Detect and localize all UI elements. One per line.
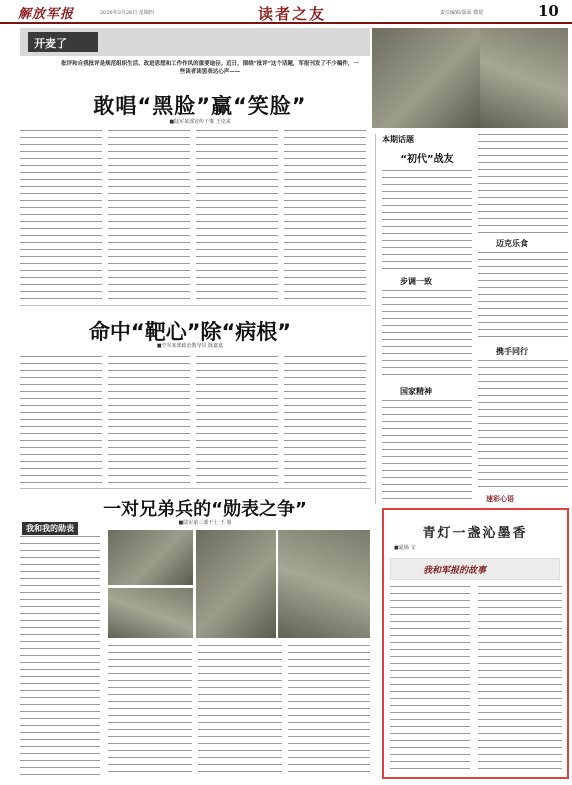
article-3-body-col-2 bbox=[108, 645, 192, 777]
subhead-1: 步调一致 bbox=[400, 276, 432, 286]
topic-header: 本期话题 bbox=[382, 134, 414, 144]
feature-body-col-2 bbox=[478, 586, 562, 774]
right-col-body-1 bbox=[478, 134, 568, 234]
article-1-body-col-4 bbox=[284, 130, 366, 300]
subhead-5: 速彩心语 bbox=[486, 495, 514, 503]
article-1-body-col-1 bbox=[20, 130, 102, 300]
subhead-4: 携手同行 bbox=[496, 346, 528, 356]
photo-brothers-3 bbox=[196, 530, 276, 638]
editor-credit: 责任编辑/版面 敬贤 bbox=[440, 10, 484, 16]
topic-body bbox=[382, 170, 472, 270]
column-divider bbox=[375, 134, 376, 504]
right-col-body-2 bbox=[478, 252, 568, 342]
article-1-byline: ■陆军某部宣传干事 王克来 bbox=[169, 119, 231, 125]
left-column-tag: 我和我的勋表 bbox=[22, 522, 78, 535]
issue-date: 2026年3月26日 星期四 bbox=[100, 10, 154, 16]
subhead-3: 迈克乐食 bbox=[496, 238, 528, 248]
article-1-body-col-2 bbox=[108, 130, 190, 300]
photo-soldiers-2 bbox=[480, 28, 568, 128]
photo-brothers-1 bbox=[108, 530, 193, 585]
divider bbox=[20, 488, 370, 489]
feature-body-col-1 bbox=[390, 586, 470, 774]
subhead-2-body bbox=[382, 400, 472, 500]
subhead-1-body bbox=[382, 290, 472, 380]
article-3-body-col-1 bbox=[20, 536, 100, 776]
article-1-body-col-3 bbox=[196, 130, 278, 300]
column-banner bbox=[20, 28, 370, 56]
article-1-title: 敢唱“黑脸”赢“笑脸” bbox=[93, 94, 307, 118]
right-col-body-3 bbox=[478, 360, 568, 490]
divider bbox=[20, 305, 370, 306]
feature-banner-text: 我和军报的故事 bbox=[423, 566, 487, 576]
feature-byline: ■晁嫣 文 bbox=[394, 545, 416, 551]
photo-brothers-2 bbox=[108, 588, 193, 638]
article-3-body-col-3 bbox=[198, 645, 282, 777]
intro-text: 批评和自我批评是规范组织生活、改进思想和工作作风的重要途径。近日，围绕“批评”这个话题，军报刊发了不少稿件，一些读者读罢表达心声—— bbox=[61, 61, 359, 75]
feature-banner-image bbox=[390, 558, 560, 580]
banner-tag: 开麦了 bbox=[28, 32, 98, 52]
newspaper-logo: 解放军报 bbox=[18, 7, 75, 22]
article-3-title: 一对兄弟兵的“勋表之争” bbox=[103, 499, 307, 520]
article-2-body-col-1 bbox=[20, 356, 102, 484]
article-2-body-col-3 bbox=[196, 356, 278, 484]
photo-soldiers-1 bbox=[372, 28, 480, 128]
article-2-title: 命中“靶心”除“病根” bbox=[88, 320, 292, 344]
subhead-2: 国家精神 bbox=[400, 386, 432, 396]
photo-brothers-4 bbox=[278, 530, 370, 638]
article-2-byline: ■空军某部政治教导员 陈嘉嘉 bbox=[156, 343, 224, 349]
article-2-body-col-4 bbox=[284, 356, 366, 484]
feature-title: 青灯一盏沁墨香 bbox=[422, 526, 528, 541]
article-3-byline: ■陆军第三部干士 王 睿 bbox=[178, 520, 232, 526]
article-2-body-col-2 bbox=[108, 356, 190, 484]
topic-title: “初代”战友 bbox=[400, 154, 454, 165]
article-3-body-col-4 bbox=[288, 645, 370, 777]
page-number: 10 bbox=[538, 2, 559, 20]
section-title: 读者之友 bbox=[258, 5, 327, 23]
